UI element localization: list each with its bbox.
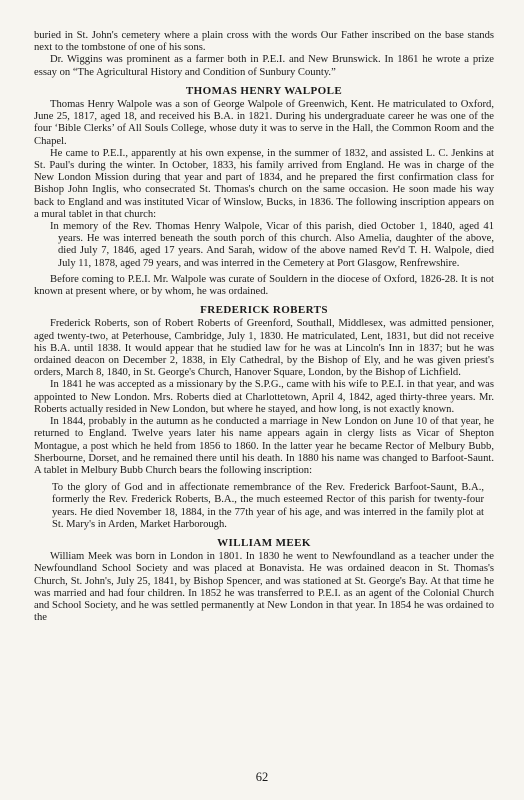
roberts-paragraph-1: Frederick Roberts, son of Robert Roberts of Greenford, Southall, Middlesex, was admitted pensioner, aged twenty-two, at Peterhouse, Cambridge, July 1, 1830. He matriculated, Lent, 1831, but did not receive his B.A. until 1838. It would appear that he studied law for he was at Lincoln's Inn in 1837; but he was ordained deacon on December 2, 1838, in Ely Cathedral, by the Bishop of Ely, and he was given priest's orders, March 8, 1840, in St. George's Church, Hanover Square, London, by the Bishop of Lichfield. — [34, 318, 494, 379]
roberts-paragraph-2: In 1841 he was accepted as a missionary by the S.P.G., came with his wife to P.E.I. in that year, and was appointed to New London. Mrs. Roberts died at Charlottetown, April 4, 1842, aged thirty-three years. Mr. Roberts actually resided in New London, but where he stayed, and how long, is not exactly known. — [34, 379, 494, 415]
roberts-inscription: To the glory of God and in affectionate remembrance of the Rev. Frederick Barfoot-Saunt, B.A., formerly the Rev. Frederick Roberts, B.A., the much esteemed Rector of this parish for twenty-four years. He died November 18, 1884, in the 77th year of his age, and was interred in the family plot at St. Mary's in Arden, Market Harborough. — [52, 482, 484, 530]
wiggins-paragraph: Dr. Wiggins was prominent as a farmer both in P.E.I. and New Brunswick. In 1861 he wrote a prize essay on “The Agricultural History and Condition of Sunbury County.” — [34, 54, 494, 78]
roberts-heading: FREDERICK ROBERTS — [200, 304, 328, 317]
walpole-heading: THOMAS HENRY WALPOLE — [185, 84, 343, 97]
roberts-paragraph-3: In 1844, probably in the autumn as he conducted a marriage in New London on June 10 of that year, he returned to England. Twelve years later his name appears again in clergy lists as Vicar of Shepton Montague, a post which he held from 1856 to 1860. In the latter year he became Rector of Melbury Bubb, Sherbourne, Dorset, and he remained there until his death. In 1880 his name was changed to Barfoot-Saunt. A tablet in Melbury Bubb Church bears the following inscription: — [34, 416, 494, 476]
body-text — [34, 30, 494, 624]
page-number: 62 — [255, 770, 269, 784]
walpole-paragraph-2: He came to P.E.I., apparently at his own expense, in the summer of 1832, and assisted L. C. Jenkins at St. Paul's during the winter. In October, 1833, his family arrived from England. He was in charge of the New London Mission during that year and part of 1834, and he prepared the first confirmation class for Bishop John Inglis, who consecrated St. Thomas's church on the same occasion. He soon made his way back to England and was instituted Vicar of Winslow, Bucks, in 1836. The following inscription appears on a mural tablet in that church: — [34, 147, 494, 220]
opening-paragraph: buried in St. John's cemetery where a plain cross with the words Our Father inscribed on the base stands next to the tombstone of one of his sons. — [34, 30, 494, 54]
meek-paragraph-1: William Meek was born in London in 1801. In 1830 he went to Newfoundland as a teacher under the Newfoundland School Society and was placed at Bonavista. He was ordained deacon in St. Thomas's Church, St. John's, July 25, 1841, by Bishop Spencer, and was stationed at St. George's Bay. At that time he was married and had four children. In 1852 he was transferred to P.E.I. as an agent of the Colonial Church and School Society, and he was settled permanently at New London in that year. In 1854 he was ordained to the — [34, 551, 494, 624]
walpole-paragraph-1: Thomas Henry Walpole was a son of George Walpole of Greenwich, Kent. He matriculated to Oxford, June 25, 1817, aged 18, and received his B.A. in 1821. During his undergraduate career he was one of the four ‘Bible Clerks’ of All Souls College, whose duty it was to serve in the Hall, the Common Room and the Chapel. — [34, 99, 494, 147]
walpole-inscription: In memory of the Rev. Thomas Henry Walpole, Vicar of this parish, died October 1, 1840, aged 41 years. He was interred beneath the south porch of this church. Also Amelia, daughter of the above, died July 7, 1846, aged 17 years. And Sarah, widow of the above named Rev'd T. H. Walpole, died July 11, 1878, aged 79 years, and was interred in the Cemetery at Port Glasgow, Renfrewshire. — [50, 221, 494, 269]
walpole-paragraph-3: Before coming to P.E.I. Mr. Walpole was curate of Souldern in the diocese of Oxford, 1826-28. It is not known at present where, or by whom, he was ordained. — [34, 273, 494, 298]
meek-heading: WILLIAM MEEK — [217, 536, 311, 549]
